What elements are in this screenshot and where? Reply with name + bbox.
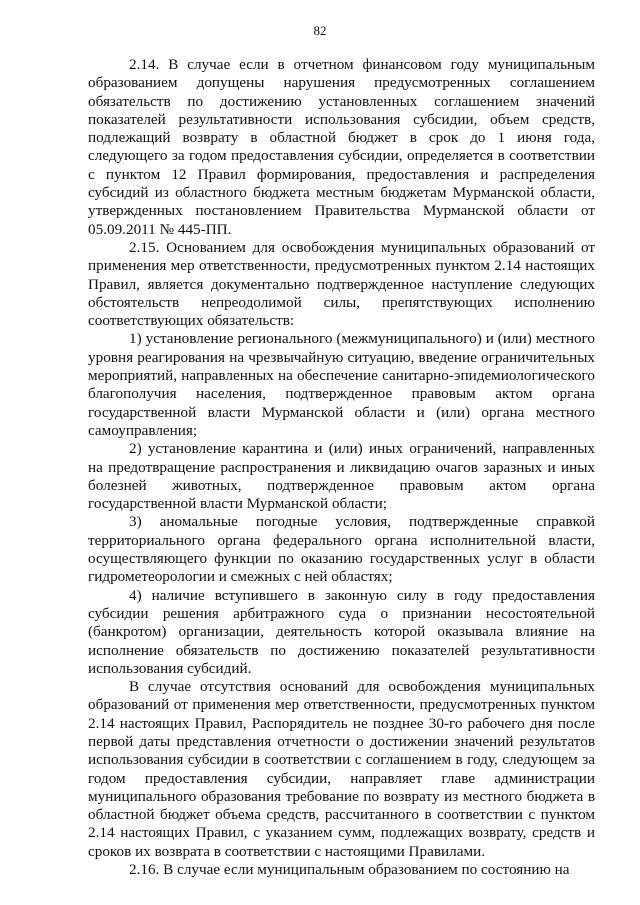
list-item-2: 2) установление карантина и (или) иных ограничений, направленных на предотвращение распространения и ликвидацию очагов заразных и иных болезней животных, подтвержденное правовым актом органа государственной власти Мурманской области; <box>88 440 595 513</box>
paragraph-2-15: 2.15. Основанием для освобождения муниципальных образований от применения мер ответственности, предусмотренных пунктом 2.14 настоящих Правил, является документально подтвержденное наступление следующих обстоятельств непреодолимой силы, препятствующих исполнению соответствующих обязательств: <box>88 238 595 330</box>
paragraph-2-14: 2.14. В случае если в отчетном финансовом году муниципальным образованием допущены нарушения предусмотренных соглашением обязательств по достижению установленных соглашением значений показателей результативности использования субсидии, объем средств, подлежащий возврату в областной бюджет в срок до 1 июня года, следующего за годом предоставления субсидии, определяется в соответствии с пунктом 12 Правил формирования, предоставления и распределения субсидий из областного бюджета местным бюджетам Мурманской области, утвержденных постановлением Правительства Мурманской области от 05.09.2011 № 445-ПП. <box>88 56 595 238</box>
list-item-1: 1) установление регионального (межмуниципального) и (или) местного уровня реагирования на чрезвычайную ситуацию, введение ограничительных мероприятий, направленных на обеспечение санитарно-эпидемиологического благополучия населения, подтвержденное правовым актом органа государственной власти Мурманской области и (или) органа местного самоуправления; <box>88 330 595 439</box>
page-number: 82 <box>313 23 327 38</box>
list-item-3: 3) аномальные погодные условия, подтвержденные справкой территориального органа федерального органа исполнительной власти, осуществляющего функции по оказанию государственных услуг в области гидрометеорологии и смежных с ней областях; <box>88 513 595 586</box>
document-body <box>88 56 595 879</box>
paragraph-2-16: 2.16. В случае если муниципальным образованием по состоянию на <box>129 861 570 879</box>
paragraph-no-grounds: В случае отсутствия оснований для освобождения муниципальных образований от применения мер ответственности, предусмотренных пунктом 2.14 настоящих Правил, Распорядитель не позднее 30-го рабочего дня после первой даты представления отчетности о достижении значений результатов использования субсидии в соответствии с соглашением в году, следующем за годом предоставления субсидии, направляет главе администрации муниципального образования требование по возврату из местного бюджета в областной бюджет объема средств, рассчитанного в соответствии с пунктом 2.14 настоящих Правил, с указанием сумм, подлежащих возврату, средств и сроков их возврата в соответствии с настоящими Правилами. <box>88 678 595 860</box>
list-item-4: 4) наличие вступившего в законную силу в году предоставления субсидии решения арбитражного суда о признании несостоятельной (банкротом) организации, деятельность которой оказывала влияние на исполнение обязательств по достижению показателей результативности использования субсидий. <box>88 586 595 677</box>
